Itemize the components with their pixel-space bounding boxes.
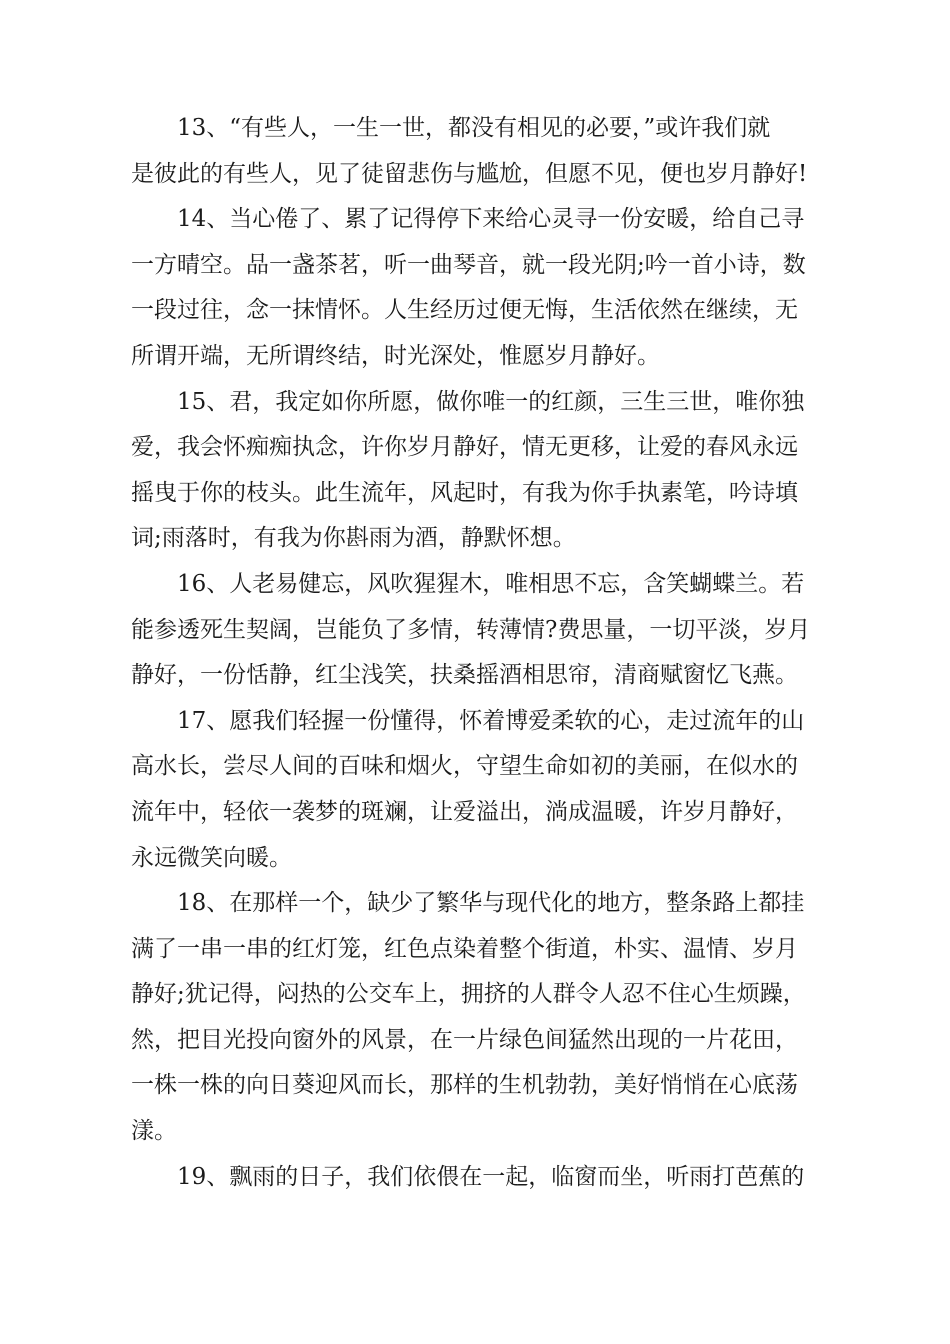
text-line: 静好，一份恬静，红尘浅笑，扶桑摇酒相思帘，清商赋窗忆飞燕。 bbox=[131, 662, 798, 689]
text-line: 高水长，尝尽人间的百味和烟火，守望生命如初的美丽，在似水的 bbox=[131, 753, 798, 780]
paragraph bbox=[131, 380, 829, 562]
paragraph bbox=[131, 197, 829, 379]
text-line: 永远微笑向暖。 bbox=[131, 844, 292, 871]
text-line: 漾。 bbox=[131, 1118, 177, 1145]
document-body bbox=[131, 106, 829, 1200]
text-line: 16、人老易健忘，风吹猩猩木，唯相思不忘，含笑蝴蝶兰。若 bbox=[177, 570, 805, 597]
paragraph bbox=[131, 881, 829, 1155]
text-line: 一株一株的向日葵迎风而长，那样的生机勃勃，美好悄悄在心底荡 bbox=[131, 1072, 798, 1099]
text-line: 静好;犹记得，闷热的公交车上，拥挤的人群令人忍不住心生烦躁， bbox=[131, 981, 806, 1008]
text-line: 一方晴空。品一盏茶茗，听一曲琴音，就一段光阴;吟一首小诗，数 bbox=[131, 251, 806, 278]
paragraph bbox=[131, 106, 829, 197]
text-line: 然，把目光投向窗外的风景，在一片绿色间猛然出现的一片花田， bbox=[131, 1026, 798, 1053]
text-line: 爱，我会怀痴痴执念，许你岁月静好，情无更移，让爱的春风永远 bbox=[131, 434, 798, 461]
text-line: 满了一串一串的红灯笼，红色点染着整个街道，朴实、温情、岁月 bbox=[131, 935, 798, 962]
paragraph bbox=[131, 699, 829, 881]
text-line: 能参透死生契阔，岂能负了多情，转薄情?费思量，一切平淡，岁月 bbox=[131, 616, 811, 643]
text-line: 词;雨落时，有我为你斟雨为酒，静默怀想。 bbox=[131, 525, 576, 552]
text-line: 流年中，轻依一袭梦的斑斓，让爱溢出，淌成温暖，许岁月静好， bbox=[131, 798, 798, 825]
text-line: 17、愿我们轻握一份懂得，怀着博爱柔软的心，走过流年的山 bbox=[177, 707, 805, 734]
text-line: 14、当心倦了、累了记得停下来给心灵寻一份安暖，给自己寻 bbox=[177, 206, 805, 233]
text-line: 15、君，我定如你所愿，做你唯一的红颜，三生三世，唯你独 bbox=[177, 388, 805, 415]
paragraph bbox=[131, 562, 829, 699]
text-line: 一段过往，念一抹情怀。人生经历过便无悔，生活依然在继续，无 bbox=[131, 297, 798, 324]
text-line: 是彼此的有些人，见了徒留悲伤与尴尬，但愿不见，便也岁月静好! bbox=[131, 160, 808, 187]
text-line: 摇曳于你的枝头。此生流年，风起时，有我为你手执素笔，吟诗填 bbox=[131, 479, 798, 506]
text-line: 18、在那样一个，缺少了繁华与现代化的地方，整条路上都挂 bbox=[177, 890, 805, 917]
text-line: 13、“有些人，一生一世，都没有相见的必要，”或许我们就 bbox=[177, 115, 771, 141]
text-line: 所谓开端，无所谓终结，时光深处，惟愿岁月静好。 bbox=[131, 342, 660, 369]
paragraph bbox=[131, 1155, 829, 1201]
text-line: 19、飘雨的日子，我们依偎在一起，临窗而坐，听雨打芭蕉的 bbox=[177, 1163, 805, 1190]
